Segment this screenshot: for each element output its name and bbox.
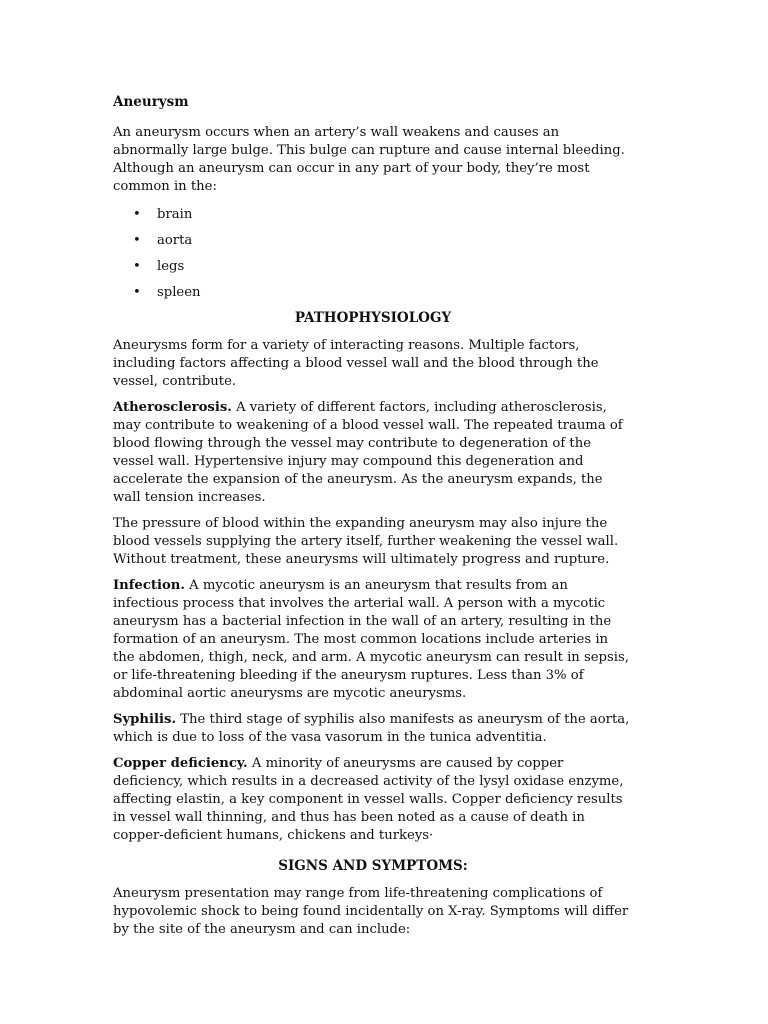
syphilis-paragraph: Syphilis. The third stage of syphilis also manifests as aneurysm of the aorta, which is due to loss of the vasa vasorum in the tunica adventitia.	[113, 712, 630, 745]
location-list	[113, 206, 633, 304]
copper-lead: Copper deficiency.	[113, 756, 248, 771]
atherosclerosis-paragraph: Atherosclerosis. A variety of different factors, including atherosclerosis, may contribute to weakening of a blood vessel wall. The repeated trauma of blood flowing through the vessel may contribute to degeneration of the vessel wall. Hypertensive injury may compound this degeneration and accelerate the expansion of the aneurysm. As the aneurysm expands, the wall tension increases.	[113, 400, 623, 505]
atherosclerosis-lead: Atherosclerosis.	[113, 400, 232, 415]
bullet-icon: •	[133, 285, 141, 300]
list-item: • legs	[133, 259, 185, 274]
copper-paragraph: Copper deficiency. A minority of aneurysms are caused by copper deficiency, which results in a decreased activity of the lysyl oxidase enzyme, affecting elastin, a key component in vessel walls. Copper deficiency results in vessel wall thinning, and thus has been noted as a cause of death in copper-deficient humans, chickens and turkeys·	[113, 756, 624, 843]
intro-paragraph: An aneurysm occurs when an artery’s wall weakens and causes an abnormally large bulge. This bulge can rupture and cause internal bleeding. Although an aneurysm can occur in any part of your body, they’re most common in the:	[113, 125, 625, 194]
list-item: • spleen	[133, 285, 201, 300]
pressure-paragraph: The pressure of blood within the expanding aneurysm may also injure the blood vessels supplying the artery itself, further weakening the vessel wall. Without treatment, these aneurysms will ultimately progress and rupture.	[113, 516, 619, 567]
bullet-icon: •	[133, 259, 141, 274]
pathophysiology-heading: PATHOPHYSIOLOGY	[294, 310, 452, 326]
bullet-icon: •	[133, 233, 141, 248]
list-item: • brain	[133, 207, 193, 222]
signs-heading: SIGNS AND SYMPTOMS:	[278, 858, 468, 874]
list-item: • aorta	[133, 233, 193, 248]
document-body	[113, 93, 633, 947]
bullet-icon: •	[133, 207, 141, 222]
infection-lead: Infection.	[113, 578, 185, 593]
document-title: Aneurysm	[113, 94, 189, 110]
infection-paragraph: Infection. A mycotic aneurysm is an aneurysm that results from an infectious process that involves the arterial wall. A person with a mycotic aneurysm has a bacterial infection in the wall of an artery, resulting in the formation of an aneurysm. The most common locations include arteries in the abdomen, thigh, neck, and arm. A mycotic aneurysm can result in sepsis, or life-threatening bleeding if the aneurysm ruptures. Less than 3% of abdominal aortic aneurysms are mycotic aneurysms.	[113, 578, 629, 701]
pathophysiology-intro: Aneurysms form for a variety of interacting reasons. Multiple factors, including factors affecting a blood vessel wall and the blood through the vessel, contribute.	[113, 338, 599, 389]
syphilis-lead: Syphilis.	[113, 712, 177, 727]
signs-paragraph: Aneurysm presentation may range from life-threatening complications of hypovolemic shock to being found incidentally on X-ray. Symptoms will differ by the site of the aneurysm and can include:	[113, 886, 629, 937]
